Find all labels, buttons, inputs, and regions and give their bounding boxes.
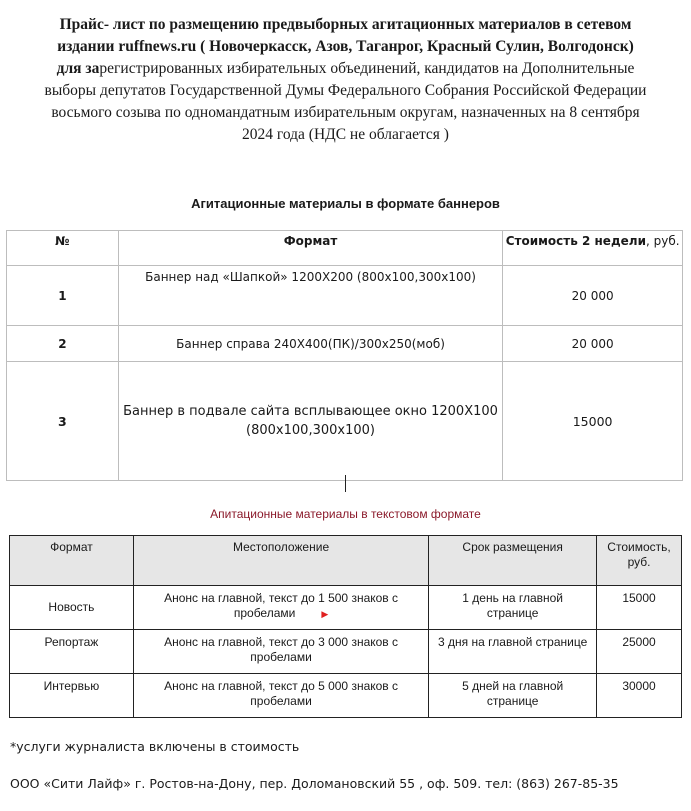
table-row <box>10 630 682 674</box>
text-materials-price-table <box>9 535 682 718</box>
table-row <box>10 586 682 630</box>
duration-line-1: 5 дней на главной <box>462 679 564 693</box>
title-line-3 <box>0 58 691 80</box>
location-line-2-text: пробелами <box>233 606 296 620</box>
document-title <box>0 14 691 146</box>
row-location <box>133 674 428 718</box>
row-format <box>118 362 502 481</box>
title-line-6: 2024 года (НДС не облагается ) <box>242 126 449 143</box>
row-format: Баннер справа 240X400(ПК)/300x250(моб) <box>118 326 502 362</box>
banners-price-table <box>6 230 683 481</box>
column-header-format: Формат <box>10 536 134 586</box>
row-format: Баннер над «Шапкой» 1200X200 (800x100,300x100) <box>118 266 502 326</box>
column-header-format: Формат <box>118 231 502 266</box>
row-location <box>133 630 428 674</box>
table-row <box>7 326 683 362</box>
duration-line-1: 1 день на главной <box>462 591 563 605</box>
title-line-5: восьмого созыва по одномандатным избирательным округам, назначенных на 8 сентября <box>51 104 640 121</box>
location-line-2: пробелами <box>250 694 312 708</box>
row-format: Интервью <box>10 674 134 718</box>
table-row <box>7 362 683 481</box>
title-line-3-rest: регистрированных избирательных объединений, кандидатов на Дополнительные <box>99 60 635 77</box>
price-header-line-1: Стоимость, <box>607 540 671 554</box>
row-format-line-2: (800x100,300x100) <box>246 423 375 438</box>
row-price: 20 000 <box>503 266 683 326</box>
row-price: 30000 <box>597 674 682 718</box>
footnote: *услуги журналиста включены в стоимость <box>10 739 300 754</box>
row-num: 3 <box>7 362 119 481</box>
column-header-duration: Срок размещения <box>429 536 597 586</box>
row-format: Новость <box>10 586 134 630</box>
location-line-2 <box>137 606 425 622</box>
duration-line-1: 3 дня на главной странице <box>438 635 588 649</box>
row-format-line-1: Баннер в подвале сайта всплывающее окно 1200X100 <box>123 404 498 419</box>
price-header-bold: Стоимость 2 недели <box>505 234 646 248</box>
row-num: 1 <box>7 266 119 326</box>
row-num: 2 <box>7 326 119 362</box>
row-price: 20 000 <box>503 326 683 362</box>
company-contacts: ООО «Сити Лайф» г. Ростов-на-Дону, пер. Доломановский 55 , оф. 509. тел: (863) 267-85-35 <box>10 776 619 791</box>
column-header-num: № <box>7 231 119 266</box>
column-header-price <box>503 231 683 266</box>
price-header-unit: , руб. <box>645 234 680 248</box>
column-header-price <box>597 536 682 586</box>
row-duration <box>429 630 597 674</box>
table-row <box>7 266 683 326</box>
location-line-1: Анонс на главной, текст до 1 500 знаков с <box>164 591 399 605</box>
table-header-row <box>7 231 683 266</box>
duration-line-2: странице <box>486 606 539 620</box>
table-row <box>10 674 682 718</box>
title-line-3-bold: для за <box>56 60 100 77</box>
table-header-row <box>10 536 682 586</box>
column-header-location: Местоположение <box>133 536 428 586</box>
text-materials-section-title: Апитационные материалы в текстовом формате <box>210 507 481 521</box>
play-marker-icon: ▶ <box>321 609 329 619</box>
location-line-2: пробелами <box>250 650 312 664</box>
title-line-4: выборы депутатов Государственной Думы Федерального Собрания Российской Федерации <box>44 82 647 99</box>
row-location <box>133 586 428 630</box>
price-header-line-2: руб. <box>627 555 651 569</box>
location-line-1: Анонс на главной, текст до 5 000 знаков с <box>164 679 399 693</box>
duration-line-2: странице <box>486 694 539 708</box>
row-price: 15000 <box>503 362 683 481</box>
row-duration <box>429 586 597 630</box>
title-line-1: Прайс- лист по размещению предвыборных агитационных материалов в сетевом <box>59 16 632 33</box>
row-price: 15000 <box>597 586 682 630</box>
text-cursor <box>345 475 346 492</box>
row-duration <box>429 674 597 718</box>
banners-section-title: Агитационные материалы в формате баннеров <box>191 196 500 211</box>
title-line-2: издании ruffnews.ru ( Новочеркасск, Азов, Таганрог, Красный Сулин, Волгодонск) <box>57 38 634 55</box>
row-format: Репортаж <box>10 630 134 674</box>
row-price: 25000 <box>597 630 682 674</box>
location-line-1: Анонс на главной, текст до 3 000 знаков с <box>164 635 399 649</box>
